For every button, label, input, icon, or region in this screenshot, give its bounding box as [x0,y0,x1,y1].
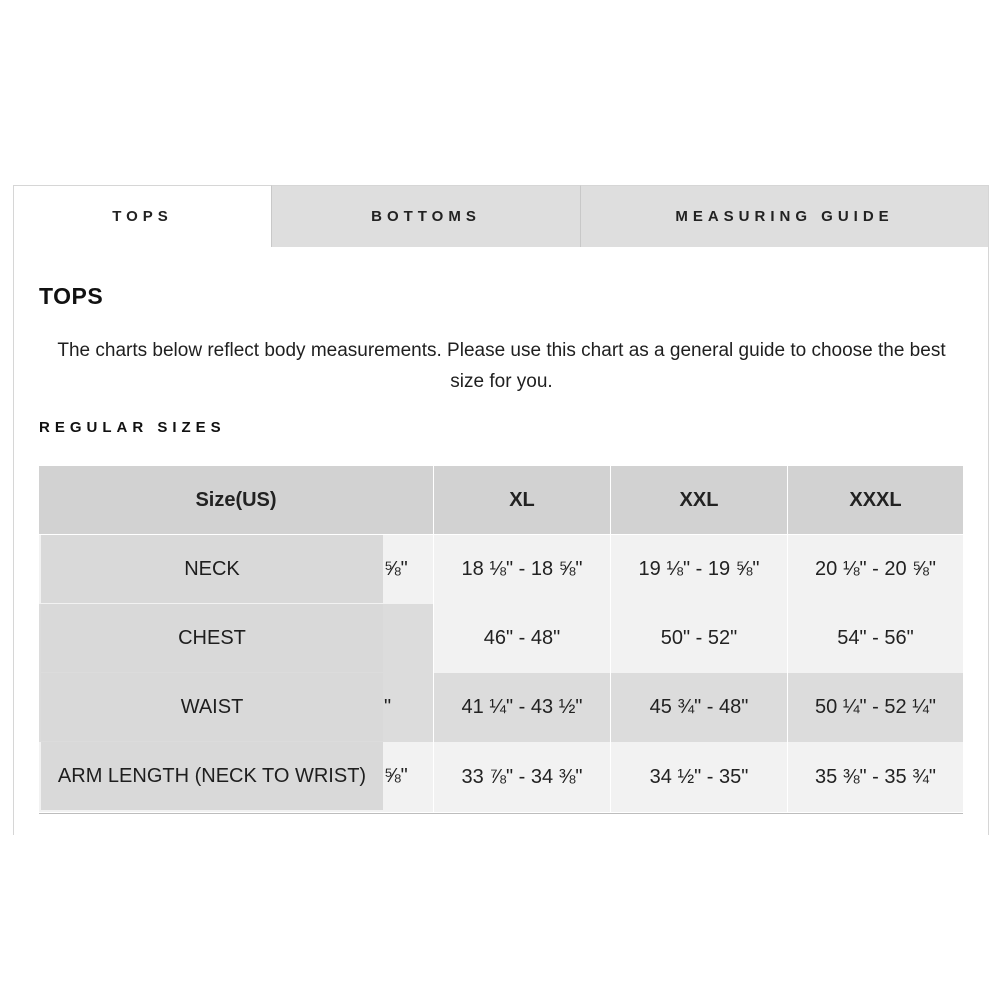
clipped-value: ⅝" [384,764,408,787]
row-label-arm-length: ARM LENGTH (NECK TO WRIST) [41,742,383,810]
table-cell: 45 ¾" - 48" [610,673,787,742]
clipped-value: " [384,695,392,718]
table-cell: 41 ¼" - 43 ½" [433,673,610,742]
tab-bar [14,185,988,247]
table-bottom-divider [39,813,963,814]
page-title: TOPS [39,283,104,309]
tab-measuring-guide[interactable]: MEASURING GUIDE [580,185,988,247]
size-table [39,466,963,814]
section-heading: REGULAR SIZES [39,419,226,436]
table-cell: 18 ⅛" - 18 ⅝" [433,535,610,604]
table-cell: 50" - 52" [610,604,787,673]
table-cell: 34 ½" - 35" [610,742,787,812]
row-label-waist: WAIST [41,673,383,741]
intro-text: The charts below reflect body measurements. Please use this chart as a general guide to choose the best size for you. [57,340,946,392]
table-cell: 35 ⅜" - 35 ¾" [787,742,963,812]
header-size-us: Size(US) [39,466,433,534]
table-cell: 19 ⅛" - 19 ⅝" [610,535,787,604]
table-cell: 50 ¼" - 52 ¼" [787,673,963,742]
tab-tops[interactable]: TOPS [14,185,271,247]
size-guide-panel [13,185,989,835]
table-cell: 46" - 48" [433,604,610,673]
header-xl: XL [433,466,610,534]
table-cell: 54" - 56" [787,604,963,673]
row-label-chest: CHEST [41,604,383,672]
header-xxxl: XXXL [787,466,963,534]
clipped-value: ⅝" [384,557,408,580]
row-label-neck: NECK [41,535,383,603]
header-xxl: XXL [610,466,787,534]
table-cell: 20 ⅛" - 20 ⅝" [787,535,963,604]
table-cell: 33 ⅞" - 34 ⅜" [433,742,610,812]
tab-bottoms[interactable]: BOTTOMS [271,185,580,247]
